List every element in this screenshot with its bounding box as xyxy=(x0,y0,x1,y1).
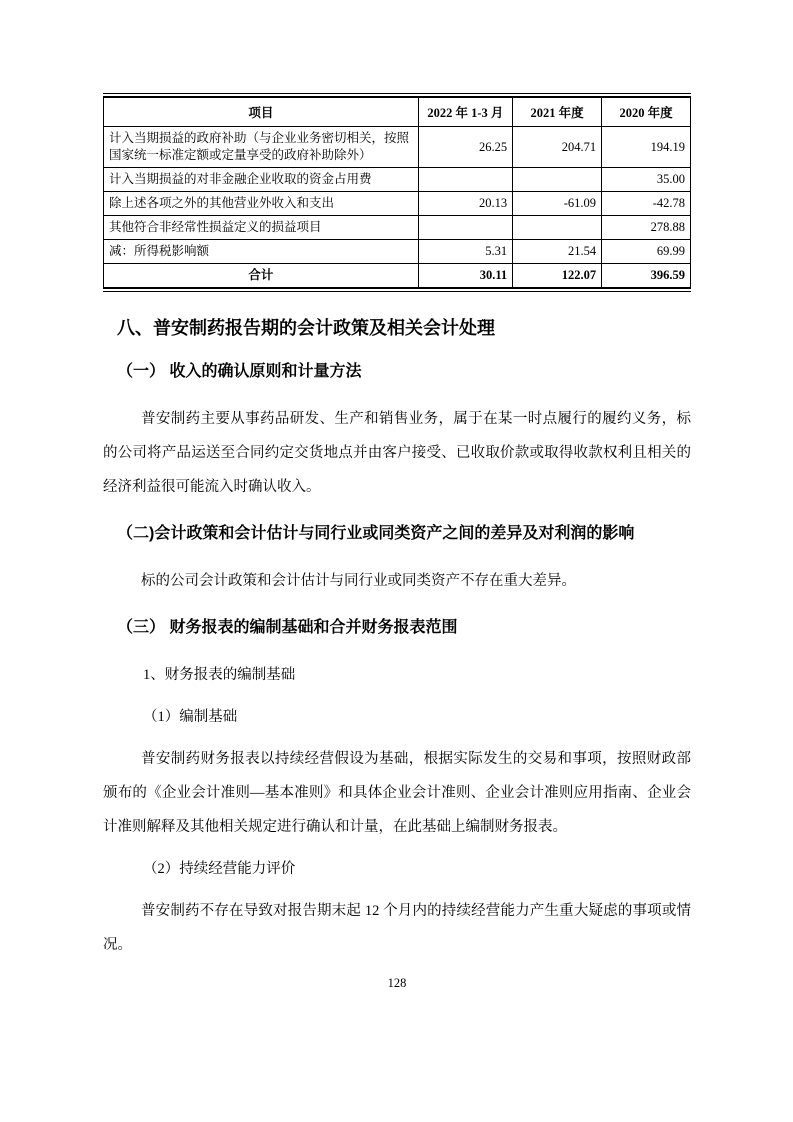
list-item-basis-1: （1）编制基础 xyxy=(143,709,238,726)
col-header-2020: 2020 年度 xyxy=(602,97,691,127)
row-label: 减：所得税影响额 xyxy=(104,240,419,264)
paragraph-preparation-basis: 普安制药财务报表以持续经营假设为基础，根据实际发生的交易和事项，按照财政部颁布的《企业会计准则—基本准则》和具体企业会计准则、企业会计准则应用指南、企业会计准则解释及其他相关规定进行确认和计量，在此基础上编制财务报表。 xyxy=(103,751,691,836)
total-label: 合计 xyxy=(104,264,419,289)
row-value xyxy=(513,168,602,192)
table-total-row xyxy=(104,264,691,289)
row-value: 21.54 xyxy=(513,240,602,264)
row-label: 除上述各项之外的其他营业外收入和支出 xyxy=(104,192,419,216)
subsection-heading-revenue-recognition: （一） 收入的确认原则和计量方法 xyxy=(117,363,362,381)
row-value: 26.25 xyxy=(418,127,513,168)
table-row xyxy=(104,192,691,216)
row-value: 5.31 xyxy=(418,240,513,264)
table-row xyxy=(104,240,691,264)
total-value: 30.11 xyxy=(418,264,513,289)
row-label: 计入当期损益的政府补助（与企业业务密切相关，按照国家统一标准定额或定量享受的政府补助除外） xyxy=(104,127,419,168)
total-value: 122.07 xyxy=(513,264,602,289)
paragraph-going-concern: 普安制药不存在导致对报告期末起 12 个月内的持续经营能力产生重大疑虑的事项或情况。 xyxy=(103,903,691,954)
row-label: 其他符合非经常性损益定义的损益项目 xyxy=(104,216,419,240)
total-value: 396.59 xyxy=(602,264,691,289)
list-item-preparation-basis: 1、财务报表的编制基础 xyxy=(143,667,296,684)
row-value: -42.78 xyxy=(602,192,691,216)
row-value xyxy=(418,216,513,240)
subsection-heading-policy-differences: （二)会计政策和会计估计与同行业或同类资产之间的差异及对利润的影响 xyxy=(117,525,635,543)
list-item-going-concern: （2）持续经营能力评价 xyxy=(143,861,296,878)
non-recurring-items-table xyxy=(103,96,691,289)
row-value: -61.09 xyxy=(513,192,602,216)
table-header-row xyxy=(104,97,691,127)
table-row xyxy=(104,127,691,168)
subsection-heading-statement-basis: （三） 财务报表的编制基础和合并财务报表范围 xyxy=(117,619,458,637)
col-header-2021: 2021 年度 xyxy=(513,97,602,127)
row-value: 278.88 xyxy=(602,216,691,240)
col-header-item: 项目 xyxy=(104,97,419,127)
paragraph-policy-differences: 标的公司会计政策和会计估计与同行业或同类资产不存在重大差异。 xyxy=(141,573,576,590)
non-recurring-items-table-wrap xyxy=(103,93,691,292)
row-value: 204.71 xyxy=(513,127,602,168)
section-heading-8: 八、普安制药报告期的会计政策及相关会计处理 xyxy=(117,318,495,338)
table-row xyxy=(104,168,691,192)
row-value xyxy=(418,168,513,192)
row-value: 69.99 xyxy=(602,240,691,264)
table-row xyxy=(104,216,691,240)
row-value: 35.00 xyxy=(602,168,691,192)
page-number: 128 xyxy=(387,976,407,991)
row-value: 194.19 xyxy=(602,127,691,168)
row-value xyxy=(513,216,602,240)
col-header-2022q1: 2022 年 1-3 月 xyxy=(418,97,513,127)
row-value: 20.13 xyxy=(418,192,513,216)
row-label: 计入当期损益的对非金融企业收取的资金占用费 xyxy=(104,168,419,192)
paragraph-revenue-recognition: 普安制药主要从事药品研发、生产和销售业务，属于在某一时点履行的履约义务，标的公司将产品运送至合同约定交货地点并由客户接受、已收取价款或取得收款权利且相关的经济利益很可能流入时确认收入。 xyxy=(103,411,691,496)
